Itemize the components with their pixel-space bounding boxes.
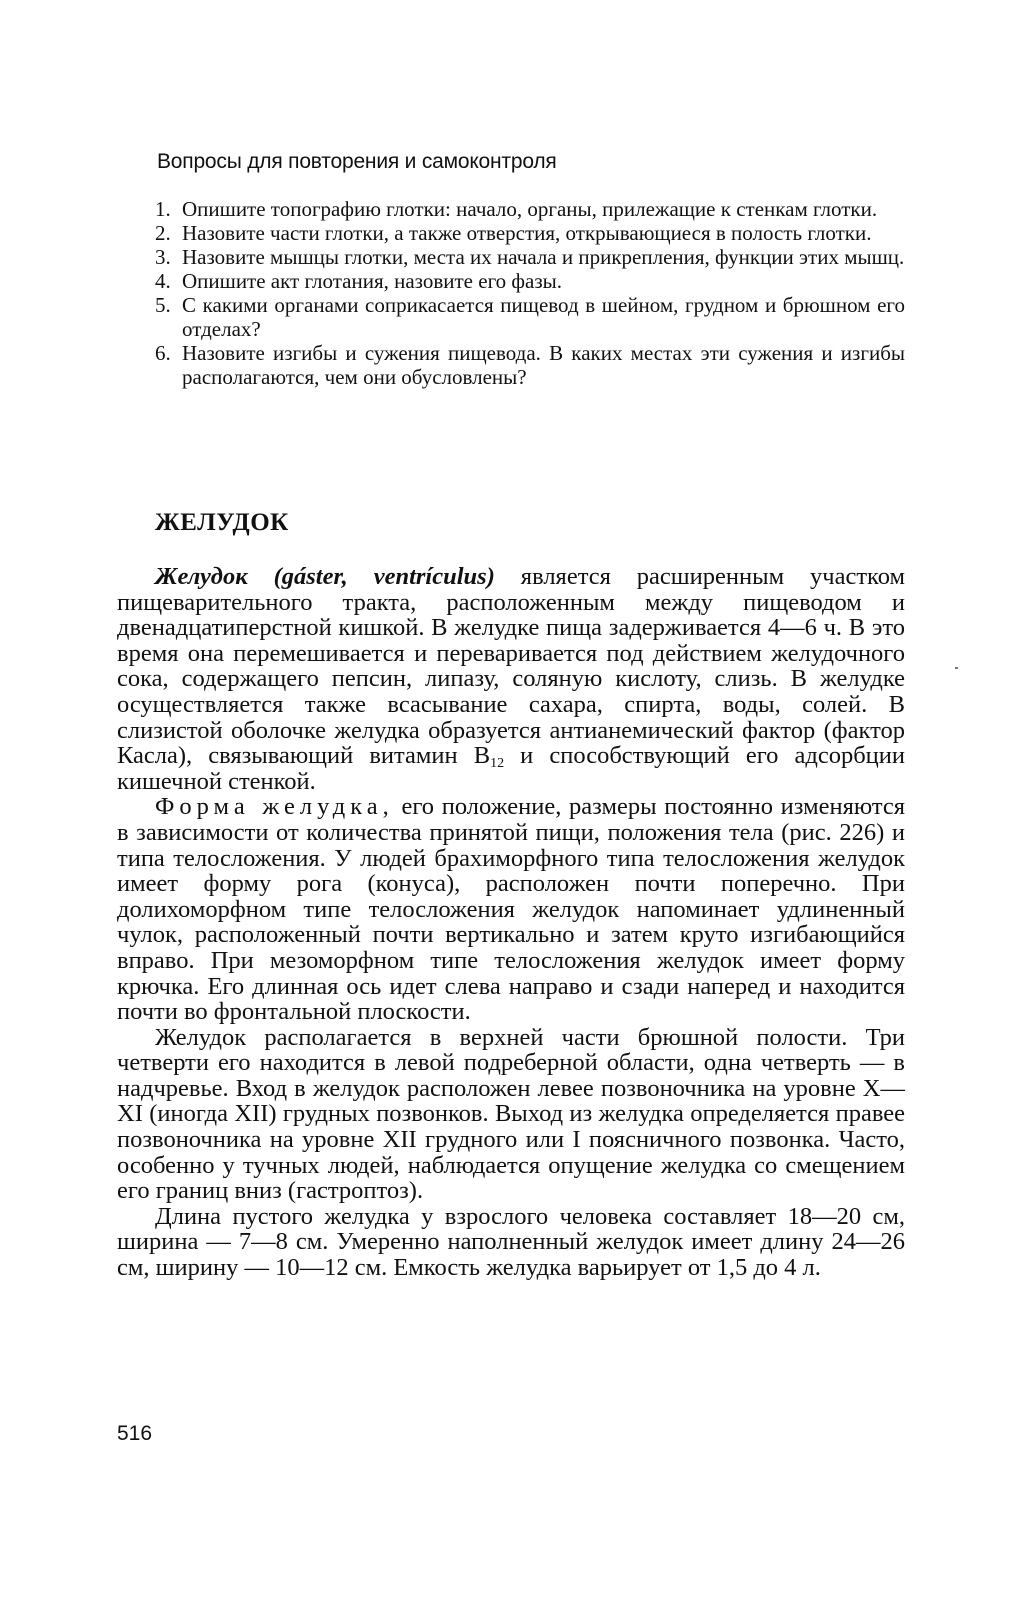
question-number: 4.	[155, 269, 171, 293]
subscript: 12	[490, 756, 505, 772]
question-item	[155, 269, 905, 293]
question-number: 5.	[155, 293, 171, 317]
paragraph-shape	[117, 794, 905, 1024]
question-text: Назовите изгибы и сужения пищевода. В каких местах эти сужения и изгибы располагаются, чем они обусловлены?	[182, 341, 905, 389]
latin-term: Желудок (gáster, ventrículus)	[155, 563, 495, 590]
paragraph-text: является расширенным участком пищеварительного тракта, расположенным между пищеводом и двенадцатиперстной кишкой. В желудке пища задерживается 4—6 ч. В это время она перемешивается и переваривается под действием желудочного сока, содержащего пепсин, липазу, соляную кислоту, слизь. В желудке осуществляется также всасывание сахара, спирта, воды, солей. В слизистой оболочке желудка образуется антианемический фактор (фактор Касла), связывающий витамин B	[117, 563, 905, 770]
question-text: Опишите акт глотания, назовите его фазы.	[182, 269, 562, 293]
question-item	[155, 221, 905, 245]
section-title: ЖЕЛУДОК	[155, 509, 289, 536]
question-number: 6.	[155, 341, 171, 365]
page-number: 516	[117, 1422, 153, 1445]
question-text: Назовите мышцы глотки, места их начала и прикрепления, функции этих мышц.	[182, 245, 905, 269]
review-questions-list	[155, 197, 905, 389]
question-text: Опишите топографию глотки: начало, органы, прилежащие к стенкам глотки.	[182, 197, 878, 221]
spaced-emphasis: Форма желудка,	[155, 793, 394, 821]
question-item	[155, 341, 905, 389]
section-body	[117, 564, 905, 1281]
paragraph-text: его положение, размеры постоянно изменяются в зависимости от количества принятой пищи, положения тела (рис. 226) и типа телосложения. У людей брахиморфного типа телосложения желудок имеет форму рога (конуса), расположен почти поперечно. При долихоморфном типе телосложения желудок напоминает удлиненный чулок, расположенный почти вертикально и затем круто изгибающийся вправо. При мезоморфном типе телосложения желудок имеет форму крючка. Его длинная ось идет слева направо и сзади наперед и находится почти во фронтальной плоскости.	[117, 793, 905, 1026]
review-questions-heading: Вопросы для повторения и самоконтроля	[157, 150, 557, 173]
question-number: 1.	[155, 197, 171, 221]
paragraph-position: Желудок располагается в верхней части брюшной полости. Три четверти его находится в левой подреберной области, одна четверть — в надчревье. Вход в желудок расположен левее позвоночника на уровне X—XI (иногда XII) грудных позвонков. Выход из желудка определяется правее позвоночника на уровне XII грудного или I поясничного позвонка. Часто, особенно у тучных людей, наблюдается опущение желудка со смещением его границ вниз (гастроптоз).	[117, 1023, 905, 1205]
question-text: С какими органами соприкасается пищевод в шейном, грудном и брюшном его отделах?	[182, 293, 905, 341]
paragraph-text: и способствующий его адсорбции кишечной стенкой.	[117, 742, 905, 795]
question-item	[155, 197, 905, 221]
question-text: Назовите части глотки, а также отверстия, открывающиеся в полость глотки.	[182, 221, 872, 245]
question-number: 3.	[155, 245, 171, 269]
paragraph-definition	[117, 564, 905, 794]
question-item	[155, 245, 905, 269]
paragraph-size: Длина пустого желудка у взрослого человека составляет 18—20 см, ширина — 7—8 см. Умеренно наполненный желудок имеет длину 24—26 см, ширину — 10—12 см. Емкость желудка варьирует от 1,5 до 4 л.	[117, 1202, 905, 1282]
scan-speck	[955, 667, 958, 669]
question-number: 2.	[155, 221, 171, 245]
question-item	[155, 293, 905, 341]
